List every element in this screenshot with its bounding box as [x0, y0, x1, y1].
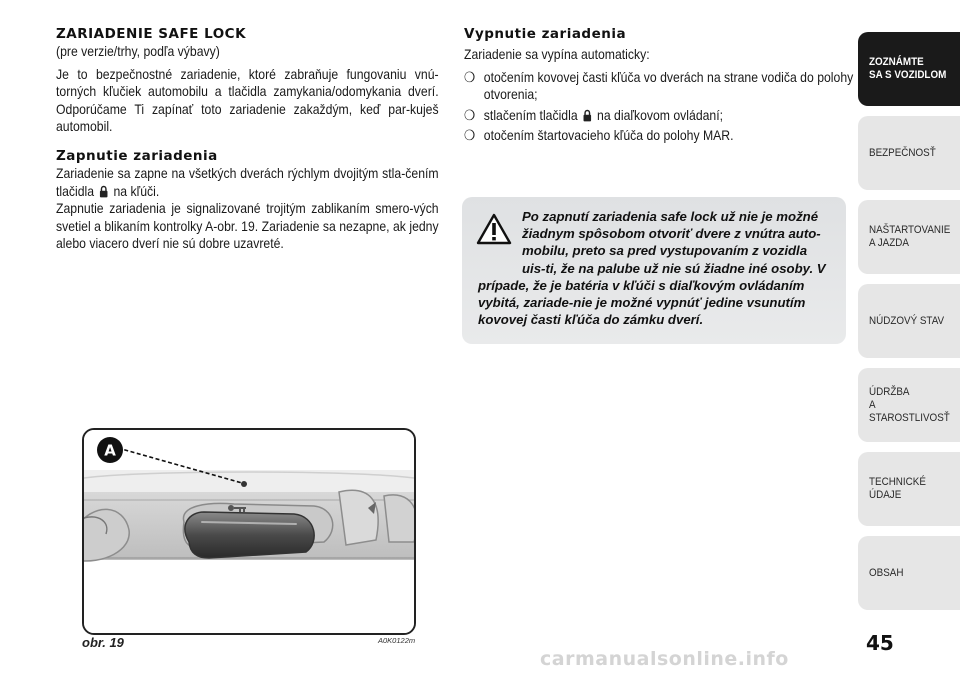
- tab-label: OBSAH: [869, 566, 904, 579]
- activation-text-end: na kľúči.: [113, 183, 160, 199]
- tab-label: BEZPEČNOSŤ: [869, 146, 936, 159]
- page-number: 45: [866, 631, 894, 655]
- key-illustration: [84, 430, 414, 633]
- bullet-circle-icon: ❍: [464, 106, 476, 123]
- bullet-circle-icon: ❍: [464, 127, 476, 144]
- tab-starting-driving[interactable]: [858, 200, 960, 274]
- left-column: [56, 26, 439, 258]
- list-item: [464, 127, 865, 145]
- tab-get-to-know-vehicle[interactable]: [858, 32, 960, 106]
- paragraph-activation: [56, 165, 439, 200]
- list-item-text-end: na diaľkovom ovládaní;: [597, 107, 724, 123]
- watermark: carmanualsonline.info: [540, 648, 789, 670]
- subtitle-versions: (pre verzie/trhy, podľa výbavy): [56, 44, 220, 59]
- tab-safety[interactable]: [858, 116, 960, 190]
- tab-label: NÚDZOVÝ STAV: [869, 314, 945, 327]
- right-column: [464, 26, 854, 148]
- deactivation-intro: Zariadenie sa vypína automaticky:: [464, 47, 650, 62]
- warning-box: [462, 197, 846, 344]
- bullet-circle-icon: ❍: [464, 68, 476, 85]
- tab-label: ZOZNÁMTE SA S VOZIDLOM: [869, 56, 947, 81]
- tab-maintenance[interactable]: [858, 368, 960, 442]
- heading-activation: Zapnutie zariadenia: [56, 147, 218, 164]
- tab-label: TECHNICKÉ ÚDAJE: [869, 476, 926, 501]
- paragraph-signalization: Zapnutie zariadenia je signalizované trojitým zablikaním smero-vých svetiel a blikaním kontrolky A-obr. 19. Zariadenie sa nezapne, ak jedny alebo viacero dverí nie sú dobre uzavreté.: [56, 201, 439, 252]
- tab-label: ÚDRŽBA A STAROSTLIVOSŤ: [869, 385, 950, 424]
- list-item: [464, 107, 865, 125]
- list-item-text-start: stlačením tlačidla: [483, 107, 578, 123]
- warning-text: [478, 208, 830, 328]
- tab-emergency[interactable]: [858, 284, 960, 358]
- list-item-text: otočením štartovacieho kľúča do polohy MAR.: [483, 128, 734, 144]
- deactivation-list: [464, 68, 854, 145]
- list-item: [464, 69, 865, 104]
- padlock-icon: [583, 109, 592, 122]
- figure-code: A0K0122m: [378, 636, 416, 645]
- activation-text-start: Zariadenie sa zapne na všetkých dverách rýchlym dvojitým stla-čením tlačidla: [56, 165, 439, 199]
- tab-label: NAŠTARTOVANIE A JAZDA: [869, 224, 951, 249]
- section-title-safe-lock: ZARIADENIE SAFE LOCK: [56, 26, 247, 42]
- list-item-text: otočením kovovej časti kľúča vo dverách na strane vodiča do polohy otvorenia;: [483, 69, 854, 103]
- figure-caption: obr. 19: [82, 635, 124, 650]
- label-a: A: [104, 441, 116, 460]
- warning-message: Po zapnutí zariadenia safe lock už nie je možné žiadnym spôsobom otvoriť dvere z vnútra auto-mobilu, preto sa pred vystupovaním z vozidla uis-ti, že na palube už nie sú žiadne iné osoby. V prípade, že je batéria v kľúči s diaľkovým ovládaním vybitá, zariade-nie je možné vypnúť jedine vsunutím kovovej časti kľúča do zámku dverí.: [478, 209, 826, 328]
- padlock-icon: [99, 185, 108, 198]
- figure-key-illustration: [82, 428, 416, 635]
- paragraph-intro: Je to bezpečnostné zariadenie, ktoré zabraňuje fungovaniu vnú-torných kľučiek automobilu a tlačidla zamykania/odomykania dverí. Odporúčame Ti zapínať toto zariadenie zakaždým, keď par-kuješ automobil.: [56, 66, 439, 135]
- tab-technical-data[interactable]: [858, 452, 960, 526]
- heading-deactivation: Vypnutie zariadenia: [464, 26, 627, 42]
- tab-contents[interactable]: [858, 536, 960, 610]
